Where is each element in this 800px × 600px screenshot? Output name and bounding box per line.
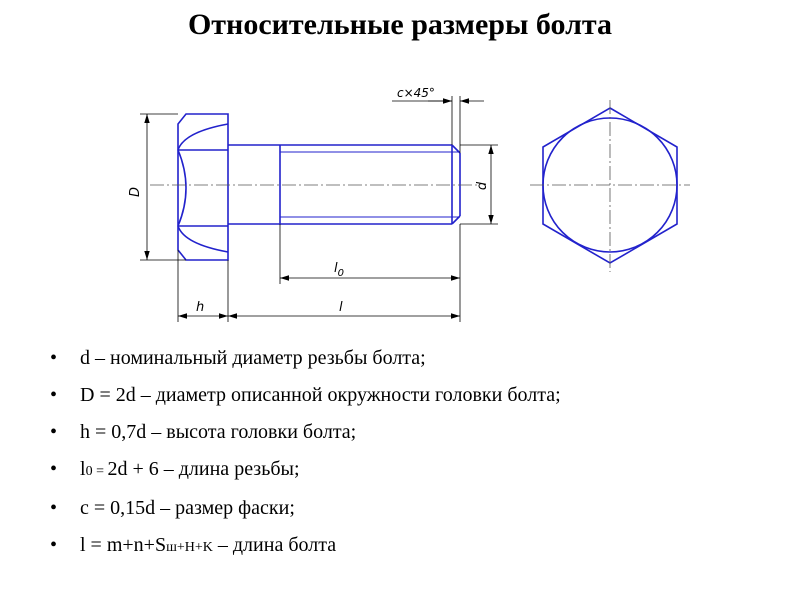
list-item: • D = 2d – диаметр описанной окружности головки болта;: [46, 377, 561, 414]
thread-lines: [280, 152, 460, 217]
list-item: • l = m+n+Sш+H+K – длина болта: [46, 527, 561, 566]
list-item: • h = 0,7d – высота головки болта;: [46, 414, 561, 451]
bolt-shank: [228, 145, 460, 224]
list-item: • l0 = 2d + 6 – длина резьбы;: [46, 451, 561, 490]
label-d: d: [475, 181, 490, 191]
list-item: • c = 0,15d – размер фаски;: [46, 490, 561, 527]
label-chamfer: c×45°: [397, 86, 435, 100]
bolt-end-view: [530, 100, 690, 272]
label-D: D: [128, 186, 143, 198]
list-item: • d – номинальный диаметр резьбы болта;: [46, 340, 561, 377]
bolt-head: [178, 114, 228, 260]
formula-list: [46, 340, 561, 566]
label-l0: $l_0$: [334, 261, 344, 279]
dimensions: [140, 96, 498, 322]
label-h: h: [196, 300, 205, 315]
label-l: l: [339, 300, 343, 315]
page-title: Относительные размеры болта: [187, 8, 613, 41]
